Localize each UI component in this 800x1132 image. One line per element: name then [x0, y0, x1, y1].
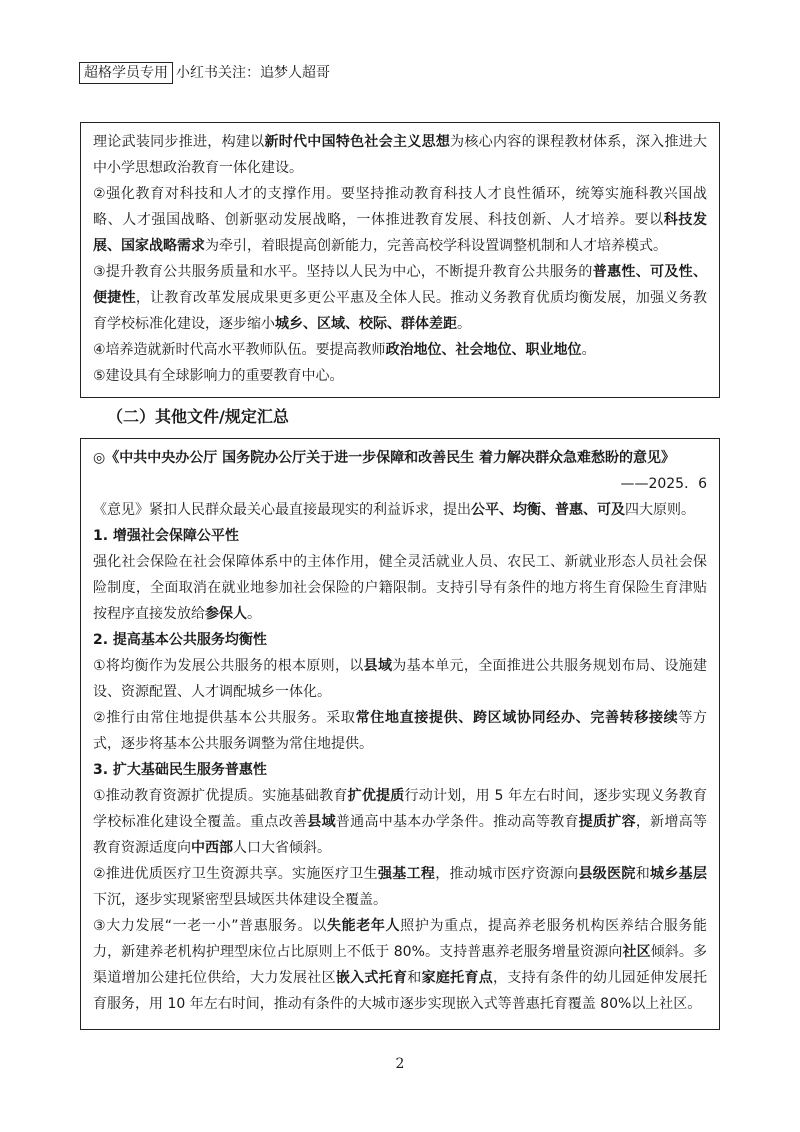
section-heading: （二）其他文件/规定汇总	[107, 407, 289, 426]
section-1-paragraph: 强化社会保险在社会保障体系中的主体作用，健全灵活就业人员、农民工、新就业形态人员社会保险制度，全面取消在就业地参加社会保险的户籍限制。支持引导有条件的地方将生育保险生育津贴按程序直接发放给参保人。	[93, 554, 707, 622]
section-3-paragraph-2: ②推进优质医疗卫生资源共享。实施医疗卫生强基工程，推动城市医疗资源向县级医院和城乡基层下沉，逐步实现紧密型县域医共体建设全覆盖。	[93, 866, 708, 908]
document-summary-box	[80, 438, 720, 1030]
section-3-paragraph-1: ①推动教育资源扩优提质。实施基础教育扩优提质行动计划，用 5 年左右时间，逐步实现义务教育学校标准化建设全覆盖。重点改善县域普通高中基本办学条件。推动高等教育提质扩容，新增高等教育资源适度向中西部人口大省倾斜。	[93, 788, 708, 856]
section-2-paragraph-2: ②推行由常住地提供基本公共服务。采取常住地直接提供、跨区域协同经办、完善转移接续等方式，逐步将基本公共服务调整为常住地提供。	[93, 710, 708, 752]
page-header	[79, 62, 330, 84]
document-date: ——2025．6	[620, 476, 707, 492]
section-1-title: 1. 增强社会保障公平性	[93, 528, 239, 544]
document-title: ◎《中共中央办公厅 国务院办公厅关于进一步保障和改善民生 着力解决群众急难愁盼的意见》	[93, 450, 675, 466]
paragraph-teachers: ④培养造就新时代高水平教师队伍。要提高教师政治地位、社会地位、职业地位。	[93, 342, 596, 358]
paragraph-education-center: ⑤建设具有全球影响力的重要教育中心。	[93, 368, 344, 384]
section-2-title: 2. 提高基本公共服务均衡性	[93, 632, 267, 648]
follow-note: 小红书关注：追梦人超哥	[176, 65, 330, 81]
paragraph-public-service: ③提升教育公共服务质量和水平。坚持以人民为中心，不断提升教育公共服务的普惠性、可及性、便捷性，让教育改革发展成果更多更公平惠及全体人民。推动义务教育优质均衡发展，加强义务教育学校标准化建设，逐步缩小城乡、区域、校际、群体差距。	[93, 264, 707, 332]
paragraph-support-tech-talent: ②强化教育对科技和人才的支撑作用。要坚持推动教育科技人才良性循环，统筹实施科教兴国战略、人才强国战略、创新驱动发展战略，一体推进教育发展、科技创新、人才培养。要以科技发展、国家战略需求为牵引，着眼提高创新能力，完善高校学科设置调整机制和人才培养模式。	[93, 186, 708, 254]
section-2-paragraph-1: ①将均衡作为发展公共服务的根本原则，以县域为基本单元，全面推进公共服务规划布局、设施建设、资源配置、人才调配城乡一体化。	[93, 658, 707, 700]
student-tag: 超格学员专用	[79, 62, 173, 84]
paragraph-theory: 理论武装同步推进，构建以新时代中国特色社会主义思想为核心内容的课程教材体系，深入推进大中小学思想政治教育一体化建设。	[93, 134, 708, 176]
section-3-title: 3. 扩大基础民生服务普惠性	[93, 762, 267, 778]
section-3-paragraph-3: ③大力发展“一老一小”普惠服务。以失能老年人照护为重点，提高养老服务机构医养结合服务能力，新建养老机构护理型床位占比原则上不低于 80%。支持普惠养老服务增量资源向社区倾斜。多渠道增加公建托位供给，大力发展社区嵌入式托育和家庭托育点，支持有条件的幼儿园延伸发展托育服务，用 10 年左右时间，推动有条件的大城市逐步实现嵌入式等普惠托育覆盖 80%以上社区。	[93, 918, 708, 1012]
page-number: 2	[395, 1056, 405, 1072]
intro-paragraph: 《意见》紧扣人民群众最关心最直接最现实的利益诉求，提出公平、均衡、普惠、可及四大原则。	[93, 502, 695, 518]
education-points-box	[80, 122, 720, 398]
